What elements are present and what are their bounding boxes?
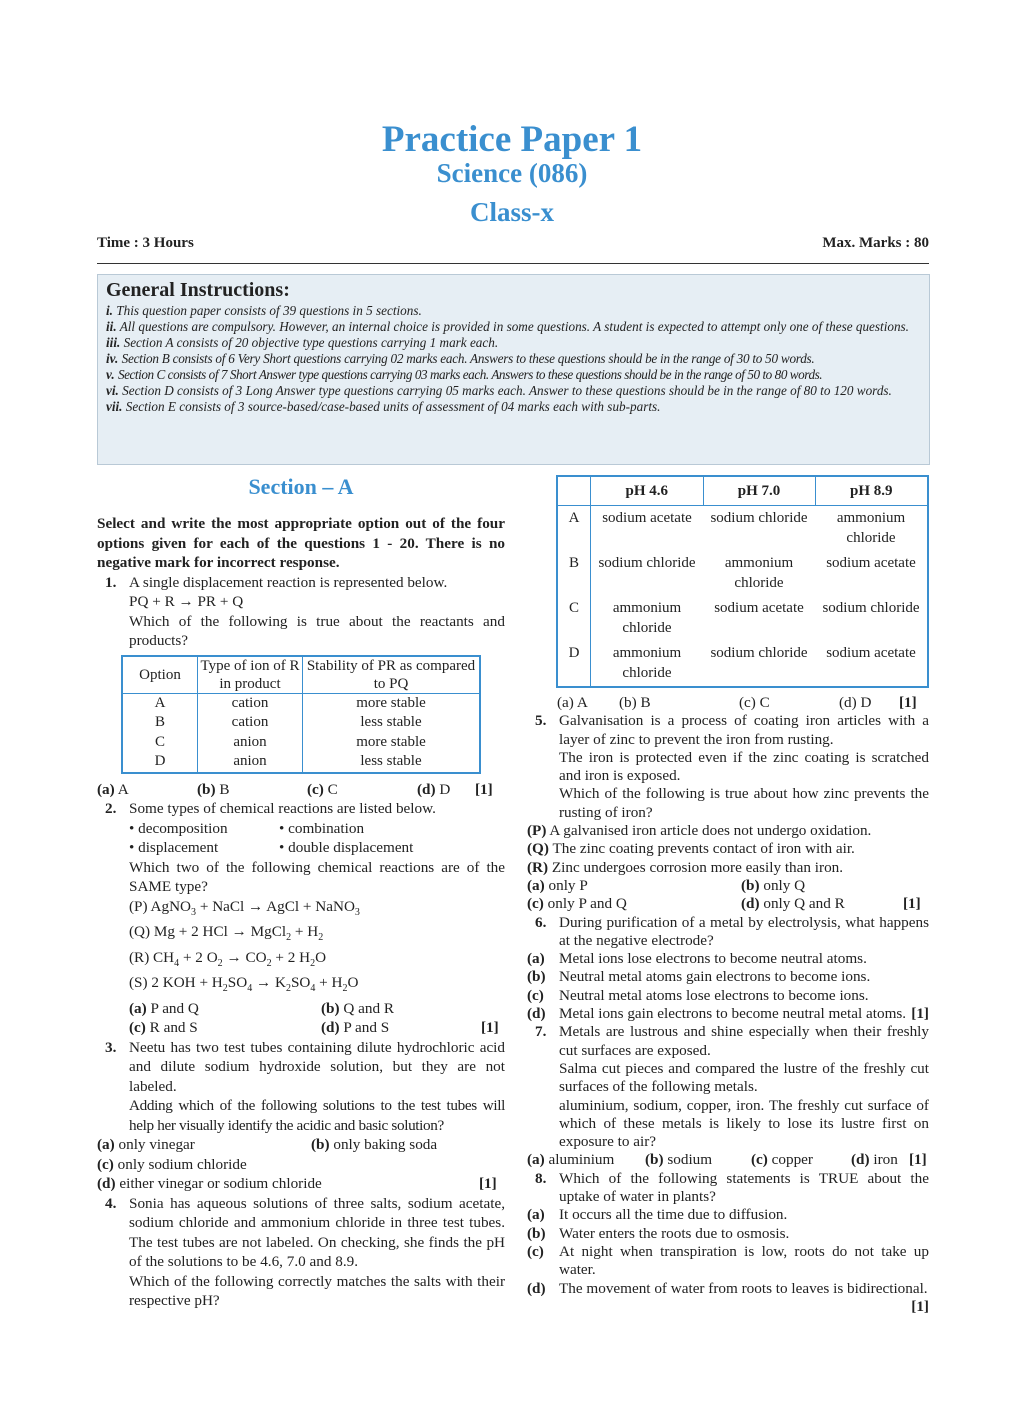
q8-option: (a) It occurs all the time due to diffusion. xyxy=(527,1206,788,1224)
table-header: Option xyxy=(122,656,198,694)
table-header: pH 8.9 xyxy=(815,476,928,506)
instruction-item: vii. Section E consists of 3 source-based/case-based units of assessment of 04 marks each with sub-parts. xyxy=(106,399,661,414)
question-6: 6. During purification of a metal by electrolysis, what happens at the negative electrode? xyxy=(535,913,929,949)
q6-option: (c) Neutral metal atoms lose electrons to become ions. xyxy=(527,986,869,1004)
class-title: Class-x xyxy=(469,197,554,227)
q5-statement: (P) A galvanised iron article does not undergo oxidation. xyxy=(527,822,872,840)
table-row: A cation more stable xyxy=(122,693,480,713)
q8-option: (b) Water enters the roots due to osmosis. xyxy=(527,1224,790,1242)
table-row: C ammonium chloride sodium acetate sodium chloride xyxy=(557,596,928,641)
table-header xyxy=(557,476,591,506)
q5-options: (c) only P and Q (d) only Q and R [1] xyxy=(527,895,921,913)
q3-option-d: (d) either vinegar or sodium chloride [1] xyxy=(97,1175,497,1193)
instructions-heading: General Instructions: xyxy=(106,279,290,301)
instruction-item: ii. All questions are compulsory. However, an internal choice is provided in some questions. A student is expected to attempt only one of these questions. xyxy=(106,319,909,334)
instruction-item: i. This question paper consists of 39 questions in 5 sections. xyxy=(106,303,422,318)
section-intro: Select and write the most appropriate option out of the four options given for each of the questions 1 - 20. There is no negative mark for incorrect response. xyxy=(97,515,505,571)
q5-options: (a) only P (b) only Q xyxy=(527,876,806,894)
question-8: 8. Which of the following statements is TRUE about the uptake of water in plants? xyxy=(535,1169,929,1206)
q8-option: (c) At night when transpiration is low, roots do not take up water. xyxy=(527,1242,929,1279)
question-1: 1. A single displacement reaction is represented below. PQ + R → PR + Q Which of the following is true about the reactants and products? xyxy=(105,573,505,649)
q6-option: (d) Metal ions gain electrons to become neutral metal atoms. [1] xyxy=(527,1005,929,1023)
question-3: 3. Neetu has two test tubes containing dilute hydrochloric acid and dilute sodium hydroxide solution, but they are not labeled. Adding which of the following solutions to the test tubes will help her visually identify the acidic and basic solution? xyxy=(105,1038,505,1134)
instruction-item: iii. Section A consists of 20 objective type questions carrying 1 mark each. xyxy=(106,335,499,350)
q3-option-c: (c) only sodium chloride xyxy=(97,1155,247,1173)
q6-option: (a) Metal ions lose electrons to become neutral atoms. xyxy=(527,950,867,968)
q4-options: (a) A (b) B (c) C (d) D [1] xyxy=(557,694,917,711)
time-label: Time : 3 Hours xyxy=(97,235,194,251)
page-title: Practice Paper 1 xyxy=(381,119,643,160)
table-row: C anion more stable xyxy=(122,733,480,753)
q6-option: (b) Neutral metal atoms gain electrons to become ions. xyxy=(527,968,871,986)
right-column xyxy=(527,694,929,1316)
table-header: pH 4.6 xyxy=(591,476,704,506)
q3-options: (a) only vinegar (b) only baking soda xyxy=(97,1136,438,1154)
max-marks-label: Max. Marks : 80 xyxy=(822,235,929,251)
q4-table xyxy=(556,475,929,688)
question-2: 2. Some types of chemical reactions are listed below. • decomposition • combination • displacement • double displacement Which two of the following chemical reactions are of the SAME type? (P) AgNO$_3$ + NaCl → AgCl + NaNO$_3$ (Q) Mg + 2 HCl → MgCl$_2$ + $H_2$ (R) $CH_4 + 2$ $O_2 \to CO_2 + 2$ $H_2O$ (S) 2 KOH + $H_2SO_4 \to K_2SO_4 + H_2O$ (a) P and Q (b) Q and R (c) R and S (d) P and S [1] xyxy=(105,800,505,1037)
table-row: B cation less stable xyxy=(122,713,480,733)
table-row: A sodium acetate sodium chloride ammonium chloride xyxy=(557,506,928,552)
table-header: Type of ion of R in product xyxy=(198,656,303,694)
table-row: D anion less stable xyxy=(122,752,480,773)
general-instructions-box xyxy=(97,274,930,465)
table-row: D ammonium chloride sodium chloride sodium acetate xyxy=(557,641,928,687)
table-header: pH 7.0 xyxy=(703,476,815,506)
q5-statement: (R) Zinc undergoes corrosion more easily than iron. xyxy=(527,858,844,876)
instruction-item: iv. Section B consists of 6 Very Short questions carrying 02 marks each. Answers to these questions should be in the range of 30 to 50 words. xyxy=(106,351,815,366)
instruction-item: vi. Section D consists of 3 Long Answer type questions carrying 05 marks each. Answer to these questions should be in the range of 80 to 120 words. xyxy=(106,383,892,398)
question-7: 7. Metals are lustrous and shine especially when their freshly cut surfaces are exposed. Salma cut pieces and compared the lustre of the freshly cut surfaces of the following metals. aluminium, sodium, copper, iron. The freshly cut surface of which of these metals is likely to lose its lustre first on exposure to air? xyxy=(535,1023,929,1151)
q1-table xyxy=(121,655,481,774)
q7-options: (a) aluminium (b) sodium (c) copper (d) iron [1] xyxy=(527,1151,927,1169)
subject-title: Science (086) xyxy=(436,158,588,188)
question-4: 4. Sonia has aqueous solutions of three salts, sodium acetate, sodium chloride and ammonium chloride in three test tubes. The test tubes are not labeled. On checking, she finds the pH of the solutions to be 4.6, 7.0 and 8.9. Which of the following correctly matches the salts with their respective pH? xyxy=(105,1194,505,1310)
table-header: Stability of PR as compared to PQ xyxy=(303,656,481,694)
question-5: 5. Galvanisation is a process of coating iron articles with a layer of zinc to prevent the iron from rusting. The iron is protected even if the zinc coating is scratched and iron is exposed. Which of the following is true about how zinc prevents the rusting of iron? xyxy=(535,712,929,821)
instruction-item: v. Section C consists of 7 Short Answer type questions carrying 03 marks each. Answers to these questions should be in the range of 50 to 80 words. xyxy=(106,367,823,382)
q8-option: (d) The movement of water from roots to leaves is bidirectional. [1] xyxy=(527,1279,929,1315)
header-divider xyxy=(97,263,929,264)
left-column xyxy=(97,514,505,1311)
section-a-heading: Section – A xyxy=(248,474,354,499)
table-row: B sodium chloride ammonium chloride sodium acetate xyxy=(557,551,928,596)
q1-options: (a) A (b) B (c) C (d) D [1] xyxy=(97,780,493,798)
q5-statement: (Q) The zinc coating prevents contact of iron with air. xyxy=(527,840,855,858)
